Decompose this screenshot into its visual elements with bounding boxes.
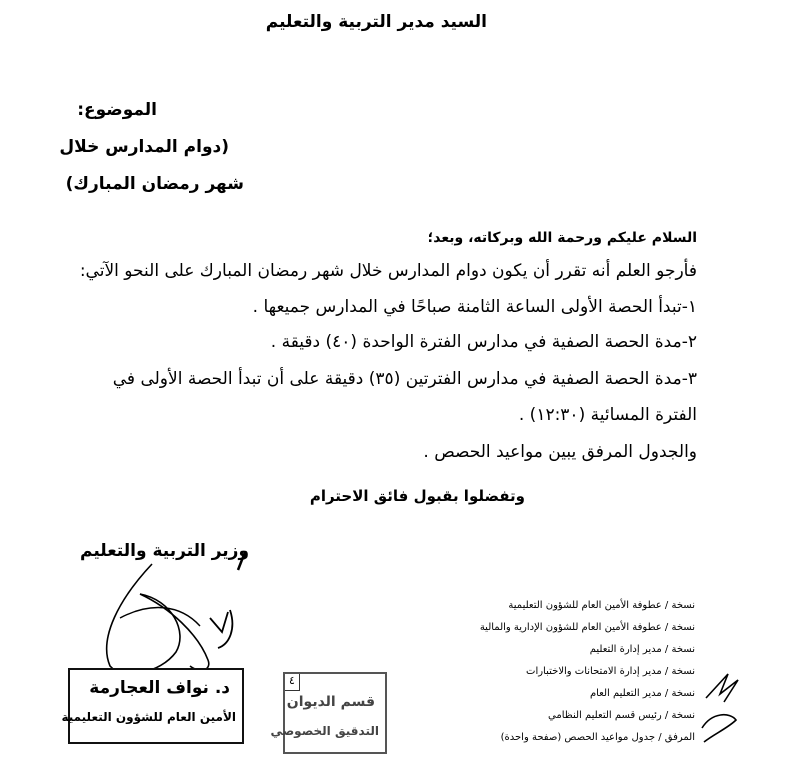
handwritten-signature xyxy=(80,548,270,683)
stamp-number: ٤ xyxy=(285,674,300,691)
subject-label: الموضوع: xyxy=(77,100,157,120)
item-1: ١-تبدأ الحصة الأولى الساعة الثامنة صباحًا في المدارس جميعها . xyxy=(252,297,697,317)
intro-paragraph: فأرجو العلم أنه تقرر أن يكون دوام المدارس خلال شهر رمضان المبارك على النحو الآتي: xyxy=(79,261,697,281)
name-stamp xyxy=(61,668,244,744)
signatory-name: د. نواف العجارمة xyxy=(89,678,230,698)
copy-1: نسخة / عطوفة الأمين العام للشؤون التعليمية xyxy=(508,600,695,611)
signature-title: وزير التربية والتعليم xyxy=(80,541,250,561)
attachment-note: المرفق / جدول مواعيد الحصص (صفحة واحدة) xyxy=(500,732,695,743)
copy-6: نسخة / رئيس قسم التعليم النظامي xyxy=(548,710,695,721)
copy-4: نسخة / مدير إدارة الامتحانات والاختبارات xyxy=(526,666,695,677)
signatory-role: الأمين العام للشؤون التعليمية xyxy=(61,710,236,724)
office-stamp xyxy=(270,672,387,754)
copy-2: نسخة / عطوفة الأمين العام للشؤون الإدارية والمالية xyxy=(479,622,695,633)
item-3: ٣-مدة الحصة الصفية في مدارس الفترتين (٣٥) دقيقة على أن تبدأ الحصة الأولى في xyxy=(112,369,697,389)
initials-scribble xyxy=(698,668,746,750)
item-3-continued: الفترة المسائية (١٢:٣٠) . xyxy=(518,405,697,425)
closing: وتفضلوا بقبول فائق الاحترام xyxy=(309,487,525,505)
copy-5: نسخة / مدير التعليم العام xyxy=(589,688,695,699)
stamp-line-1: قسم الديوان xyxy=(286,694,375,710)
item-2: ٢-مدة الحصة الصفية في مدارس الفترة الواحدة (٤٠) دقيقة . xyxy=(270,332,697,352)
recipient-heading: السيد مدير التربية والتعليم xyxy=(265,12,487,32)
schedule-note: والجدول المرفق يبين مواعيد الحصص . xyxy=(423,442,697,462)
subject-line-2: شهر رمضان المبارك) xyxy=(65,174,244,194)
stamp-line-2: التدقيق الخصوصي xyxy=(270,724,379,738)
subject-line-1: (دوام المدارس خلال xyxy=(59,137,229,157)
copy-3: نسخة / مدير إدارة التعليم xyxy=(589,644,695,655)
greeting: السلام عليكم ورحمة الله وبركاته، وبعد؛ xyxy=(427,230,697,246)
